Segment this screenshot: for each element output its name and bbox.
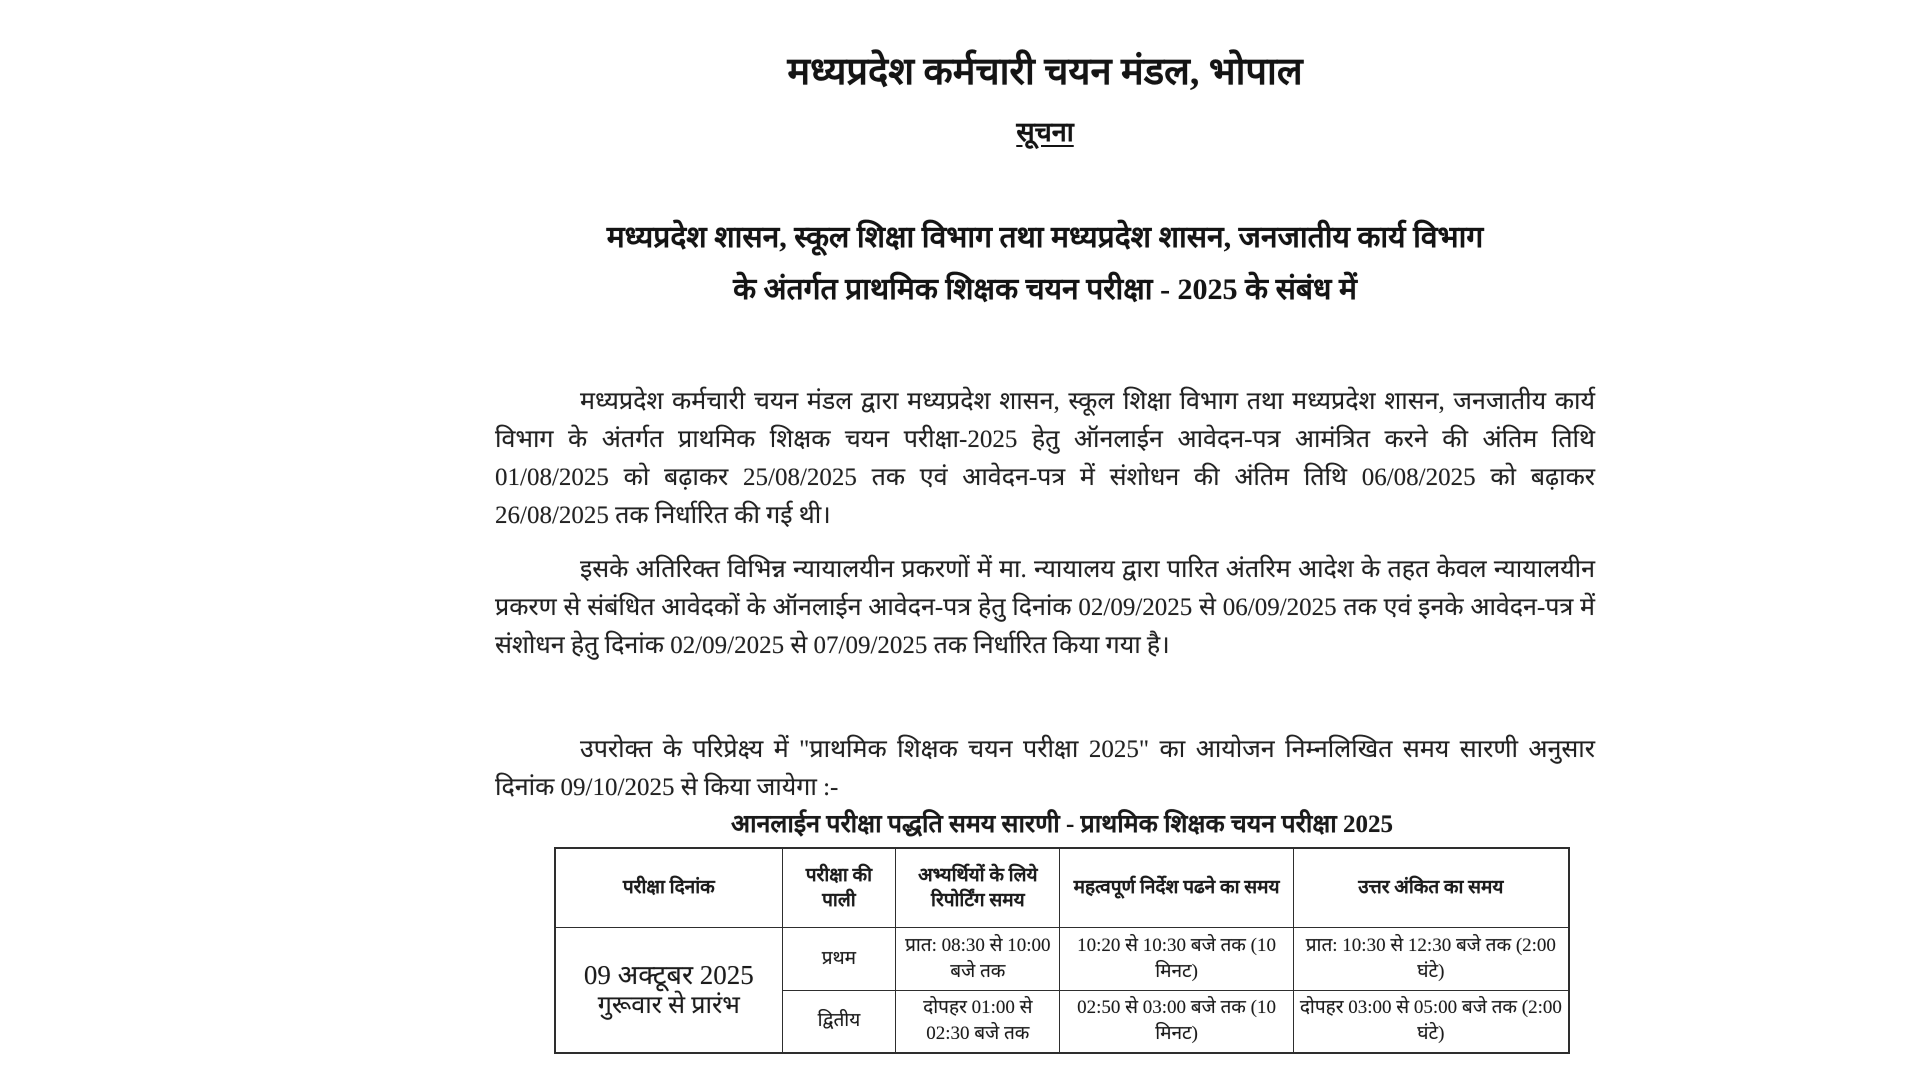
header-answer-time: उत्तर अंकित का समय [1293,848,1569,927]
table-header-row [555,848,1569,927]
answer-time-cell: प्रात: 10:30 से 12:30 बजे तक (2:00 घंटे) [1293,927,1569,990]
paragraph-exam-announcement: उपरोक्त के परिप्रेक्ष्य में "प्राथमिक शिक्षक चयन परीक्षा 2025" का आयोजन निम्नलिखित समय सारणी अनुसार दिनांक 09/10/2025 से किया जायेगा :- [495,736,1595,801]
subject-line-1: मध्यप्रदेश शासन, स्कूल शिक्षा विभाग तथा मध्यप्रदेश शासन, जनजातीय कार्य विभाग [606,221,1484,254]
notice-document [495,0,1595,1080]
table-caption: आनलाईन परीक्षा पद्धति समय सारणी - प्राथमिक शिक्षक चयन परीक्षा 2025 [731,811,1393,838]
header-reporting-time: अभ्यर्थियों के लिये रिपोर्टिंग समय [896,848,1060,927]
reporting-time-cell: प्रात: 08:30 से 10:00 बजे तक [896,927,1060,990]
shift-cell: द्वितीय [782,990,896,1053]
exam-date-subtext: गुरूवार से प्रारंभ [597,991,740,1019]
instruction-time-cell: 02:50 से 03:00 बजे तक (10 मिनट) [1060,990,1293,1053]
instruction-time-cell: 10:20 से 10:30 बजे तक (10 मिनट) [1060,927,1293,990]
paragraph-court-cases: इसके अतिरिक्त विभिन्न न्यायालयीन प्रकरणों में मा. न्यायालय द्वारा पारित अंतरिम आदेश के तहत केवल न्यायालयीन प्रकरण से संबंधित आवेदकों के ऑनलाईन आवेदन-पत्र हेतु दिनांक 02/09/2025 से 06/09/2025 तक एवं इनके आवेदन-पत्र में संशोधन हेतु दिनांक 02/09/2025 से 07/09/2025 तक निर्धारित किया गया है। [495,556,1595,659]
paragraph-application-dates: मध्यप्रदेश कर्मचारी चयन मंडल द्वारा मध्यप्रदेश शासन, स्कूल शिक्षा विभाग तथा मध्यप्रदेश शासन, जनजातीय कार्य विभाग के अंतर्गत प्राथमिक शिक्षक चयन परीक्षा-2025 हेतु ऑनलाईन आवेदन-पत्र आमंत्रित करने की अंतिम तिथि 01/08/2025 को बढ़ाकर 25/08/2025 तक एवं आवेदन-पत्र में संशोधन की अंतिम तिथि 06/08/2025 को बढ़ाकर 26/08/2025 तक निर्धारित की गई थी। [495,388,1595,529]
header-exam-date: परीक्षा दिनांक [555,848,782,927]
answer-time-cell: दोपहर 03:00 से 05:00 बजे तक (2:00 घंटे) [1293,990,1569,1053]
subject-heading [495,212,1595,316]
subject-line-2: के अंतर्गत प्राथमिक शिक्षक चयन परीक्षा - 2025 के संबंध में [733,273,1357,306]
table-row [555,927,1569,990]
exam-date-text: 09 अक्टूबर 2025 [583,959,754,990]
header-instruction-time: महत्वपूर्ण निर्देश पढने का समय [1060,848,1293,927]
shift-cell: प्रथम [782,927,896,990]
page-title: मध्यप्रदेश कर्मचारी चयन मंडल, भोपाल [787,51,1303,93]
exam-date-cell [555,927,782,1053]
notice-heading: सूचना [1016,117,1074,147]
reporting-time-cell: दोपहर 01:00 से 02:30 बजे तक [896,990,1060,1053]
header-exam-shift: परीक्षा की पाली [782,848,896,927]
exam-schedule-table [554,847,1570,1054]
